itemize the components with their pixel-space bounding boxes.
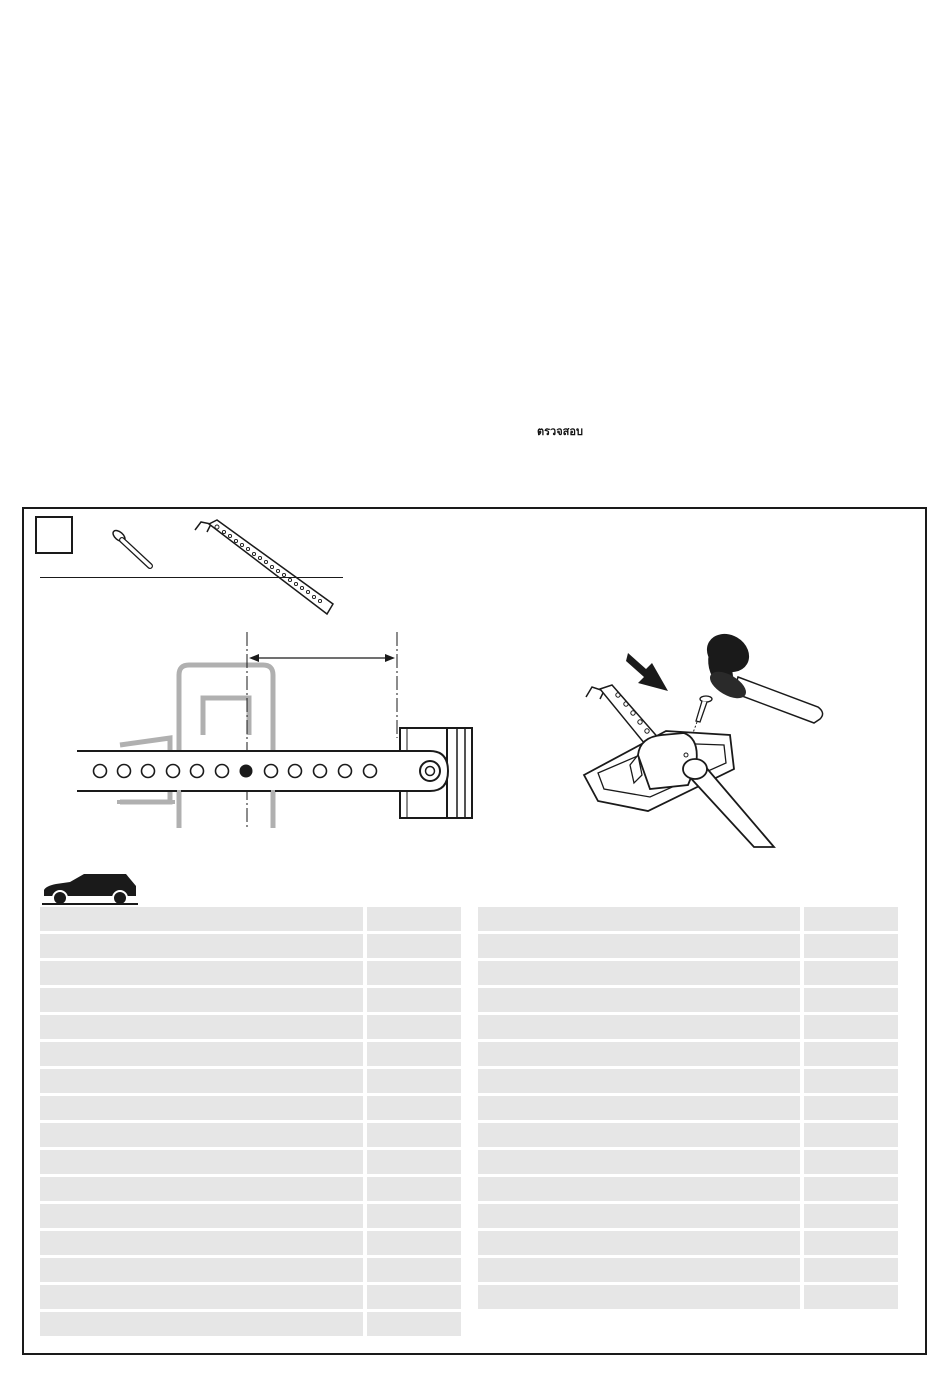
fit-value-cell: [804, 1069, 898, 1096]
table-row: [478, 1123, 898, 1150]
table-row: [40, 1204, 461, 1231]
table-row: [478, 1285, 898, 1312]
vehicle-cell: [478, 907, 804, 934]
vehicle-cell: [40, 1285, 367, 1312]
fit-value-cell: [367, 1042, 461, 1069]
table-row: [40, 1258, 461, 1285]
step-number-box: [35, 516, 73, 554]
vehicle-cell: [40, 1312, 367, 1339]
vehicle-cell: [40, 1096, 367, 1123]
vehicle-cell: [40, 1258, 367, 1285]
fit-value-cell: [804, 1042, 898, 1069]
fit-value-cell: [367, 907, 461, 934]
vehicle-divider: [42, 903, 138, 905]
fit-value-cell: [367, 1312, 461, 1339]
table-row: [40, 1123, 461, 1150]
table-row: [478, 1150, 898, 1177]
vehicle-cell: [478, 1150, 804, 1177]
vehicle-cell: [478, 1096, 804, 1123]
table-row: [478, 1015, 898, 1042]
table-row: [478, 1042, 898, 1069]
vehicle-cell: [40, 961, 367, 988]
fit-value-cell: [367, 988, 461, 1015]
fit-value-cell: [804, 988, 898, 1015]
vehicle-cell: [40, 934, 367, 961]
vehicle-cell: [40, 1177, 367, 1204]
table-row: [40, 988, 461, 1015]
fit-value-cell: [804, 1150, 898, 1177]
fit-value-cell: [367, 1096, 461, 1123]
vehicle-cell: [40, 1150, 367, 1177]
vehicle-cell: [478, 1069, 804, 1096]
vehicle-cell: [478, 1285, 804, 1312]
vehicle-cell: [40, 1204, 367, 1231]
table-row: [478, 907, 898, 934]
table-row: [40, 1069, 461, 1096]
thai-check-label: ตรวจสอบ: [537, 425, 583, 438]
vehicle-cell: [478, 988, 804, 1015]
fit-value-cell: [804, 1231, 898, 1258]
fit-value-cell: [804, 907, 898, 934]
table-row: [478, 1177, 898, 1204]
vehicle-cell: [478, 1177, 804, 1204]
fit-value-cell: [804, 934, 898, 961]
table-row: [40, 961, 461, 988]
table-row: [478, 1231, 898, 1258]
table-row: [478, 988, 898, 1015]
vehicle-cell: [478, 1231, 804, 1258]
table-row: [40, 1312, 461, 1339]
fit-value-cell: [804, 1096, 898, 1123]
vehicle-cell: [478, 1123, 804, 1150]
fit-value-cell: [804, 1123, 898, 1150]
table-row: [478, 1258, 898, 1285]
vehicle-cell: [40, 907, 367, 934]
table-row: [40, 1150, 461, 1177]
table-row: [40, 1285, 461, 1312]
vehicle-cell: [40, 1231, 367, 1258]
fit-value-cell: [804, 1204, 898, 1231]
vehicle-cell: [478, 1015, 804, 1042]
fit-value-cell: [367, 1285, 461, 1312]
table-row: [478, 934, 898, 961]
vehicle-cell: [478, 961, 804, 988]
perforated-strap-icon: [193, 518, 338, 618]
table-row: [40, 1096, 461, 1123]
fit-value-cell: [367, 1069, 461, 1096]
table-row: [478, 1204, 898, 1231]
vehicle-cell: [478, 934, 804, 961]
fit-value-cell: [367, 934, 461, 961]
vehicle-fit-table-left: [40, 907, 461, 1339]
table-row: [478, 1069, 898, 1096]
strap-measurement-illustration: [75, 630, 485, 835]
fit-value-cell: [804, 1285, 898, 1312]
fit-value-cell: [804, 1177, 898, 1204]
table-row: [40, 934, 461, 961]
fit-value-cell: [367, 961, 461, 988]
table-row: [40, 1231, 461, 1258]
vehicle-cell: [478, 1258, 804, 1285]
fit-value-cell: [367, 1150, 461, 1177]
hammer-installation-illustration: [578, 625, 833, 850]
vehicle-cell: [40, 1042, 367, 1069]
table-row: [40, 907, 461, 934]
vehicle-fit-table-right: [478, 907, 898, 1312]
table-row: [40, 1015, 461, 1042]
table-row: [40, 1042, 461, 1069]
fit-value-cell: [804, 1015, 898, 1042]
fit-value-cell: [367, 1258, 461, 1285]
table-row: [478, 1096, 898, 1123]
fit-value-cell: [367, 1204, 461, 1231]
table-row: [478, 961, 898, 988]
vehicle-cell: [40, 1015, 367, 1042]
vehicle-cell: [478, 1204, 804, 1231]
station-wagon-icon: [40, 870, 140, 906]
fit-value-cell: [367, 1015, 461, 1042]
fit-value-cell: [367, 1231, 461, 1258]
vehicle-cell: [40, 1069, 367, 1096]
table-row: [40, 1177, 461, 1204]
fit-value-cell: [367, 1123, 461, 1150]
fit-value-cell: [804, 1258, 898, 1285]
vehicle-cell: [478, 1042, 804, 1069]
vehicle-cell: [40, 1123, 367, 1150]
fit-value-cell: [804, 961, 898, 988]
pin-part-icon: [110, 526, 160, 576]
fit-value-cell: [367, 1177, 461, 1204]
parts-divider: [40, 577, 343, 578]
vehicle-cell: [40, 988, 367, 1015]
